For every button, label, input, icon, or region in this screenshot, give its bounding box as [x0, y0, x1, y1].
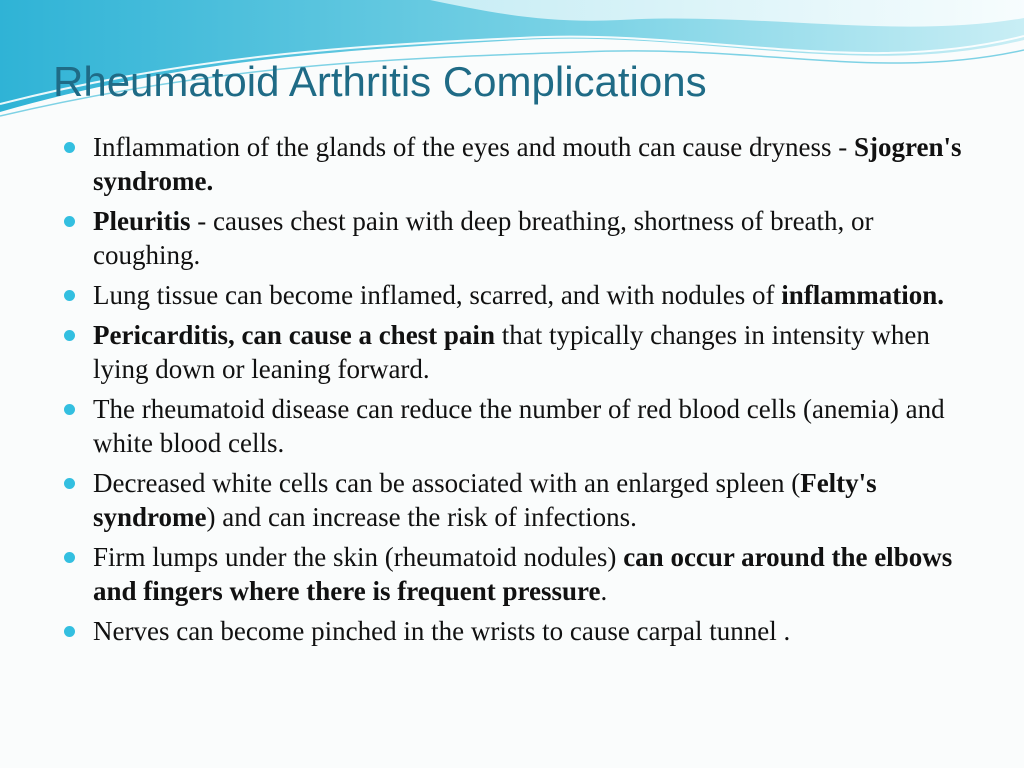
- bullet-item: [93, 204, 983, 272]
- bullet-lead-text: Firm lumps under the skin (rheumatoid nodules): [93, 542, 624, 572]
- bullet-lead-text: Nerves can become pinched in the wrists to cause carpal tunnel .: [93, 616, 791, 646]
- bullet-dot-icon: [64, 216, 75, 227]
- bullet-bold-text: inflammation.: [781, 280, 945, 310]
- bullet-item: [93, 318, 983, 386]
- bullet-lead-text: Inflammation of the glands of the eyes and mouth can cause dryness -: [93, 132, 855, 162]
- bullet-item: [93, 540, 983, 608]
- bullet-dot-icon: [64, 404, 75, 415]
- bullet-dot-icon: [64, 330, 75, 341]
- bullet-item: [93, 466, 983, 534]
- bullet-dot-icon: [64, 626, 75, 637]
- bullet-list: [93, 130, 983, 654]
- bullet-item: [93, 392, 983, 460]
- bullet-lead-text: Lung tissue can become inflamed, scarred, and with nodules of: [93, 280, 782, 310]
- bullet-item: [93, 278, 983, 312]
- bullet-dot-icon: [64, 478, 75, 489]
- bullet-tail-text: that typically changes in intensity when lying down or leaning forward.: [93, 320, 930, 384]
- bullet-item: [93, 130, 983, 198]
- bullet-bold-text: Pleuritis: [93, 206, 191, 236]
- bullet-lead-text: Decreased white cells can be associated with an enlarged spleen (: [93, 468, 801, 498]
- bullet-bold-text: Pericarditis, can cause a chest pain: [93, 320, 495, 350]
- bullet-dot-icon: [64, 142, 75, 153]
- bullet-dot-icon: [64, 552, 75, 563]
- bullet-tail-text: ) and can increase the risk of infections.: [206, 502, 637, 532]
- page-title: Rheumatoid Arthritis Complications: [53, 58, 707, 105]
- bullet-lead-text: The rheumatoid disease can reduce the number of red blood cells (anemia) and white blood cells.: [93, 394, 945, 458]
- bullet-bold-text: Sjogren's syndrome.: [93, 132, 962, 196]
- bullet-tail-text: - causes chest pain with deep breathing, shortness of breath, or coughing.: [93, 206, 874, 270]
- bullet-tail-text: .: [600, 576, 608, 606]
- bullet-dot-icon: [64, 290, 75, 301]
- bullet-bold-text: Felty's syndrome: [93, 468, 877, 532]
- bullet-bold-text: can occur around the elbows and fingers where there is frequent pressure: [93, 542, 953, 606]
- bullet-item: [93, 614, 983, 648]
